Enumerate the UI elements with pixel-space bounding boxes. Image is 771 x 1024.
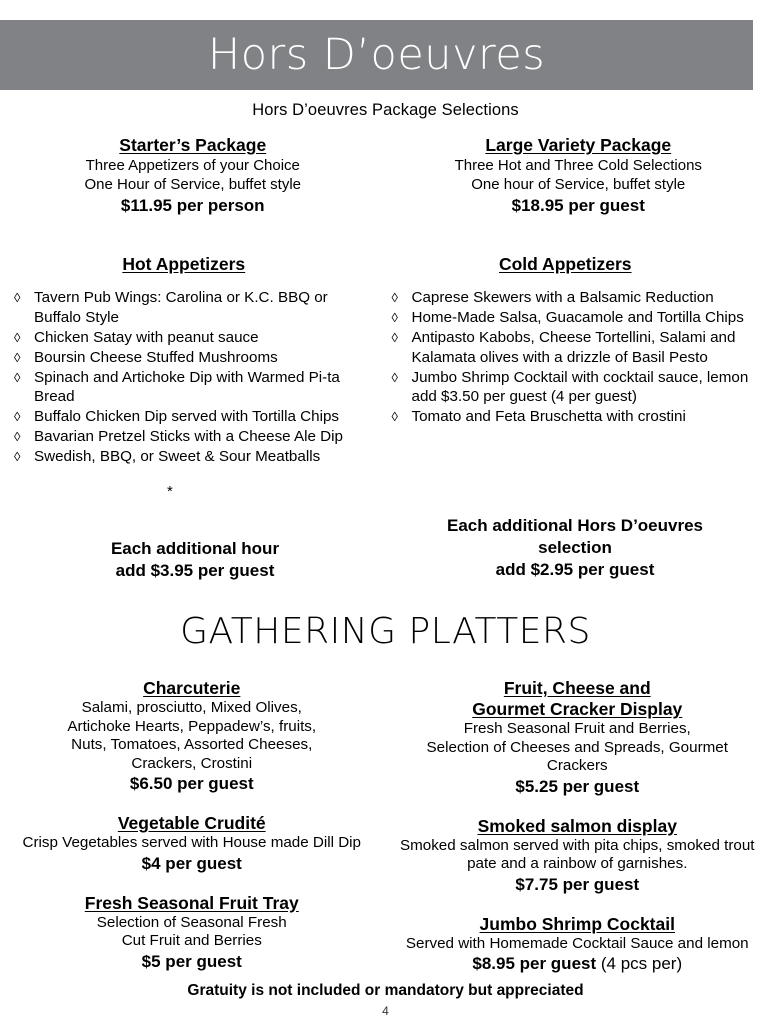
package-large-variety-line2: One hour of Service, buffet style <box>471 175 686 193</box>
diamond-bullet-icon: ◊ <box>14 369 21 385</box>
additional-selection-note <box>400 515 750 581</box>
platter-price <box>398 874 758 896</box>
platter-description <box>398 720 758 776</box>
platter-title <box>10 813 374 834</box>
platter-description <box>398 837 758 874</box>
list-item-label: Chicken Satay with peanut sauce <box>34 328 259 346</box>
additional-selection-line2: selection <box>538 538 612 557</box>
header-banner <box>0 20 753 90</box>
platter-description-line: Cut Fruit and Berries <box>121 932 262 949</box>
diamond-bullet-icon: ◊ <box>391 290 398 305</box>
platter-description-line: Fresh Seasonal Fruit and Berries, <box>463 720 691 737</box>
platter-description-line: Artichoke Hearts, Peppadew’s, fruits, <box>67 717 317 735</box>
package-row <box>0 134 771 217</box>
package-selections-subtitle: Hors D’oeuvres Package Selections <box>252 101 519 119</box>
diamond-bullet-icon: ◊ <box>391 310 398 325</box>
package-starter-line2: One Hour of Service, buffet style <box>84 175 301 193</box>
cold-appetizers-column <box>386 253 771 467</box>
package-large-variety <box>386 134 771 217</box>
platter-price-suffix: (4 pcs per) <box>596 954 683 973</box>
platter-price <box>10 773 374 795</box>
list-item <box>8 348 378 368</box>
platter-description-line: Selection of Cheeses and Spreads, Gourmet Crackers <box>426 738 728 774</box>
hot-appetizers-column <box>0 253 386 467</box>
platter-description-line: Nuts, Tomatoes, Assorted Cheeses, <box>71 736 313 753</box>
platter-item <box>10 893 374 973</box>
platter-title <box>398 678 758 720</box>
list-item <box>386 288 752 308</box>
list-item-label: Swedish, BBQ, or Sweet & Sour Meatballs <box>34 448 321 465</box>
list-item-label: Boursin Cheese Stuffed Mushrooms <box>34 348 278 366</box>
platter-item <box>10 813 374 875</box>
list-item <box>8 407 378 427</box>
package-starter-title: Starter’s Package <box>119 135 267 155</box>
platter-description <box>10 834 374 853</box>
diamond-bullet-icon: ◊ <box>14 349 21 365</box>
platters-right-column <box>386 678 771 993</box>
list-item <box>8 368 378 407</box>
list-item <box>8 288 378 327</box>
list-item <box>386 407 752 427</box>
list-item <box>386 308 752 328</box>
platter-price <box>10 853 374 875</box>
platter-price-value: $8.95 per guest <box>472 954 597 973</box>
platter-item <box>398 914 758 976</box>
list-item-label: Bavarian Pretzel Sticks with a Cheese Ale Dip <box>34 428 343 445</box>
platter-description <box>398 935 758 954</box>
platters-left-column <box>0 678 386 993</box>
page-title: Hors D’oeuvres <box>207 29 546 80</box>
package-starter-price: $11.95 per person <box>120 196 265 215</box>
list-item <box>8 328 378 348</box>
hot-appetizers-list <box>8 288 378 467</box>
platter-title <box>10 678 374 699</box>
package-starter <box>0 134 386 217</box>
list-item <box>8 447 378 467</box>
platter-title <box>398 914 758 935</box>
platter-description-line: Selection of Seasonal Fresh <box>96 913 287 931</box>
cold-appetizers-list <box>386 288 752 427</box>
platter-description <box>10 699 374 773</box>
additional-hour-line1: Each additional hour <box>110 539 280 558</box>
appetizers-row <box>0 253 771 467</box>
list-item-label: Tavern Pub Wings: Carolina or K.C. BBQ or Buffalo Style <box>34 289 328 326</box>
platter-item <box>398 816 758 896</box>
diamond-bullet-icon: ◊ <box>391 409 398 424</box>
additional-selection-line3: add $2.95 per guest <box>495 560 655 579</box>
platter-price-value: $5.25 per guest <box>515 776 640 796</box>
platter-price <box>398 776 758 798</box>
list-item-label: Caprese Skewers with a Balsamic Reduction <box>411 289 714 306</box>
platter-description-line: Crackers, Crostini <box>131 754 253 772</box>
list-item-label: Tomato and Feta Bruschetta with crostini <box>411 408 686 425</box>
package-large-variety-price: $18.95 per guest <box>511 196 645 215</box>
diamond-bullet-icon: ◊ <box>14 329 21 345</box>
list-item-label: Antipasto Kabobs, Cheese Tortellini, Salami and Kalamata olives with a drizzle of Basil Pesto <box>411 329 736 366</box>
diamond-bullet-icon: ◊ <box>391 369 398 385</box>
platter-title-line: Vegetable Crudité <box>117 813 266 833</box>
list-item-label: Jumbo Shrimp Cocktail with cocktail sauce, lemon add $3.50 per guest (4 per guest) <box>411 368 749 405</box>
list-item-label: Buffalo Chicken Dip served with Tortilla Chips <box>34 408 340 425</box>
additional-selection-line1: Each additional Hors D’oeuvres <box>446 516 703 535</box>
page-number: 4 <box>382 1004 389 1018</box>
platter-description-line: Served with Homemade Cocktail Sauce and lemon <box>405 934 749 952</box>
hot-appetizers-title: Hot Appetizers <box>122 254 246 274</box>
diamond-bullet-icon: ◊ <box>391 330 398 345</box>
platter-price-value: $7.75 per guest <box>515 874 640 894</box>
platter-description-line: Salami, prosciutto, Mixed Olives, <box>81 699 302 716</box>
platter-price <box>398 953 758 975</box>
diamond-bullet-icon: ◊ <box>14 290 21 305</box>
list-item <box>386 328 752 367</box>
platter-description-line: Smoked salmon served with pita chips, smoked trout <box>399 836 755 854</box>
platter-title-line: Fresh Seasonal Fruit Tray <box>84 892 299 913</box>
diamond-bullet-icon: ◊ <box>14 429 21 444</box>
platter-price-value: $5 per guest <box>141 951 242 971</box>
platter-title-line: Smoked salmon display <box>477 815 677 836</box>
platter-title-line: Fruit, Cheese and <box>503 678 651 698</box>
platter-description-line: Crisp Vegetables served with House made Dill Dip <box>22 834 361 851</box>
platter-title-line: Charcuterie <box>143 678 241 698</box>
package-starter-line1: Three Appetizers of your Choice <box>85 157 300 174</box>
platter-item <box>10 678 374 795</box>
additional-hour-line2: add $3.95 per guest <box>115 561 275 580</box>
platter-price <box>10 951 374 973</box>
cold-appetizers-title: Cold Appetizers <box>498 254 632 274</box>
platter-description-line: pate and a rainbow of garnishes. <box>467 855 688 872</box>
platter-title <box>10 893 374 914</box>
list-item <box>386 368 752 407</box>
diamond-bullet-icon: ◊ <box>14 449 21 464</box>
gratuity-note: Gratuity is not included or mandatory but appreciated <box>187 982 584 999</box>
platter-title-line: Gourmet Cracker Display <box>472 699 683 719</box>
additional-hour-note <box>30 538 360 582</box>
platters-row <box>0 678 771 993</box>
package-large-variety-line1: Three Hot and Three Cold Selections <box>454 157 702 174</box>
gathering-platters-heading: GATHERING PLATTERS <box>180 611 591 652</box>
list-item <box>8 427 378 447</box>
diamond-bullet-icon: ◊ <box>14 409 21 424</box>
list-item-label: Spinach and Artichoke Dip with Warmed Pi-ta Bread <box>34 368 340 405</box>
list-item-label: Home-Made Salsa, Guacamole and Tortilla Chips <box>411 309 744 326</box>
asterisk-mark: * <box>167 483 173 500</box>
platter-description <box>10 914 374 951</box>
platter-title <box>398 816 758 837</box>
platter-price-value: $4 per guest <box>141 853 242 873</box>
platter-item <box>398 678 758 798</box>
platter-title-line: Jumbo Shrimp Cocktail <box>479 913 675 934</box>
platter-price-value: $6.50 per guest <box>129 774 254 793</box>
package-large-variety-title: Large Variety Package <box>485 135 672 155</box>
